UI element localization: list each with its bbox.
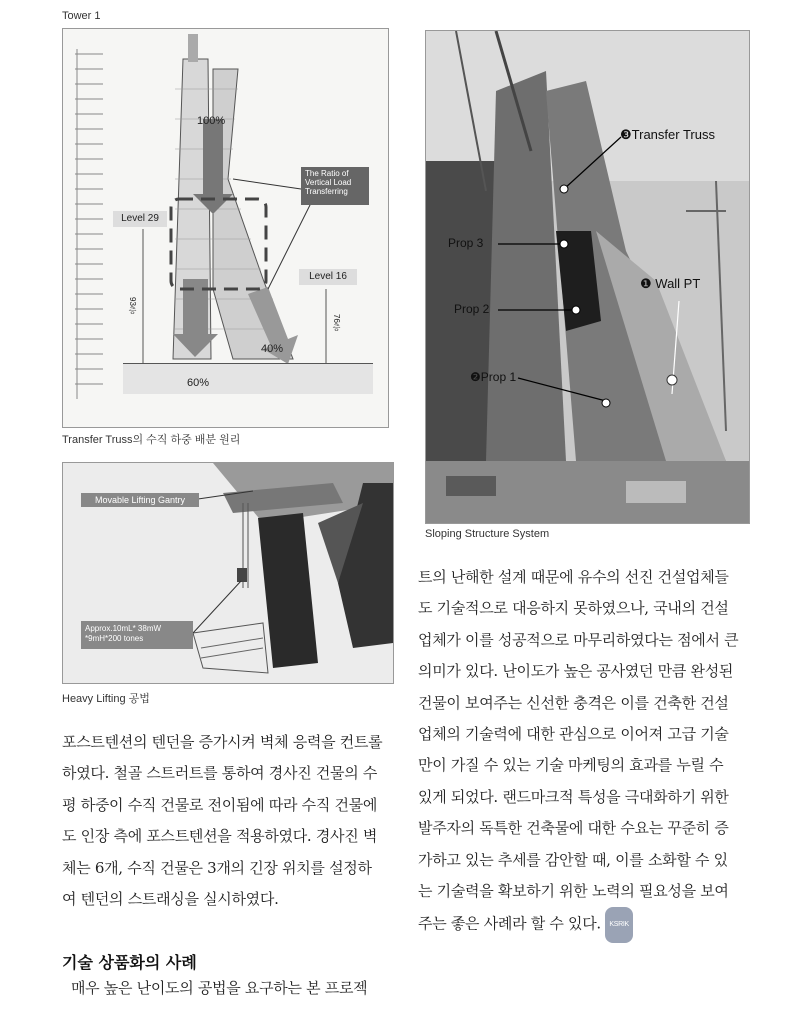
pct-top: 100% (197, 115, 226, 127)
heavy-lifting-render (62, 462, 394, 684)
construction-photo (425, 30, 750, 524)
pct-mid: 40% (261, 343, 284, 355)
figure2-caption: Sloping Structure System (425, 528, 550, 540)
floor-ruler (75, 49, 103, 399)
ratio-label: The Ratio of Vertical Load Transferring (301, 167, 369, 205)
prop1-label: ❷Prop 1 (470, 370, 517, 384)
wall-pt-label: ❶ Wall PT (640, 276, 701, 291)
side-mark-right: 76층 (332, 314, 341, 331)
spec-label: Approx.10mL* 38mW *9mH*200 tones (81, 621, 193, 649)
end-mark: KSRIK (605, 907, 633, 942)
figure3-caption: Heavy Lifting 공법 (62, 693, 150, 705)
ratio-connector (233, 179, 301, 189)
level-16-label: Level 16 (299, 269, 357, 285)
tower-mast (188, 34, 198, 62)
tower-load-diagram (62, 28, 389, 428)
side-mark-left: 93층 (128, 297, 137, 314)
transfer-truss-label: ❸Transfer Truss (620, 127, 715, 142)
gantry-label: Movable Lifting Gantry (81, 493, 199, 507)
level-29-label: Level 29 (113, 211, 167, 227)
section-first-line: 매우 높은 난이도의 공법을 요구하는 본 프로젝 (70, 979, 368, 997)
tower-diagram-svg (63, 29, 388, 427)
right-column-paragraph: 트의 난해한 설계 때문에 유수의 선진 건설업체들 도 기술적으로 대응하지 못하였으나, 국내의 건설 업체가 이를 성공적으로 마무리하였다는 점에서 큰 의미가 있다. 난이도가 높은 공사였던 만큼 완성된 건물이 보여주는 신선한 충격은 이를 건축한 건설 업체의 기술력에 대한 관심으로 이어져 고급 기술 만이 가질 수 있는 기술 마케팅의 효과를 누릴 수 있게 되었다. 랜드마크적 특성을 극대화하기 위한 발주자의 독특한 건축물에 대한 수요는 꾸준히 증 가하고 있는 추세를 감안할 때, 이를 소화할 수 있 는 기술력을 확보하기 위한 노력의 필요성을 보여 주는 좋은 사례라 할 수 있다. KSRIK (418, 562, 753, 943)
left-column-paragraph: 포스트텐션의 텐던을 증가시켜 벽체 응력을 컨트롤 하였다. 철골 스트러트를 통하여 경사진 건물의 수 평 하중이 수직 건물로 전이됨에 따라 수직 건물에 도 인장 측에 포스트텐션을 적용하였다. 경사진 벽 체는 6개, 수직 건물은 3개의 긴장 위치를 설정하 여 텐던의 스트래싱을 실시하였다. (62, 733, 383, 909)
section-heading: 기술 상품화의 사례 (62, 953, 197, 972)
prop3-label: Prop 3 (448, 236, 484, 250)
podium (123, 364, 373, 394)
page-top-label: Tower 1 (62, 10, 101, 22)
prop2-label: Prop 2 (454, 302, 490, 316)
photo-svg (426, 31, 749, 523)
sloping-tower (213, 69, 293, 359)
figure1-caption: Transfer Truss의 수직 하중 배분 원리 (62, 434, 241, 446)
pct-bottom: 60% (187, 377, 210, 389)
